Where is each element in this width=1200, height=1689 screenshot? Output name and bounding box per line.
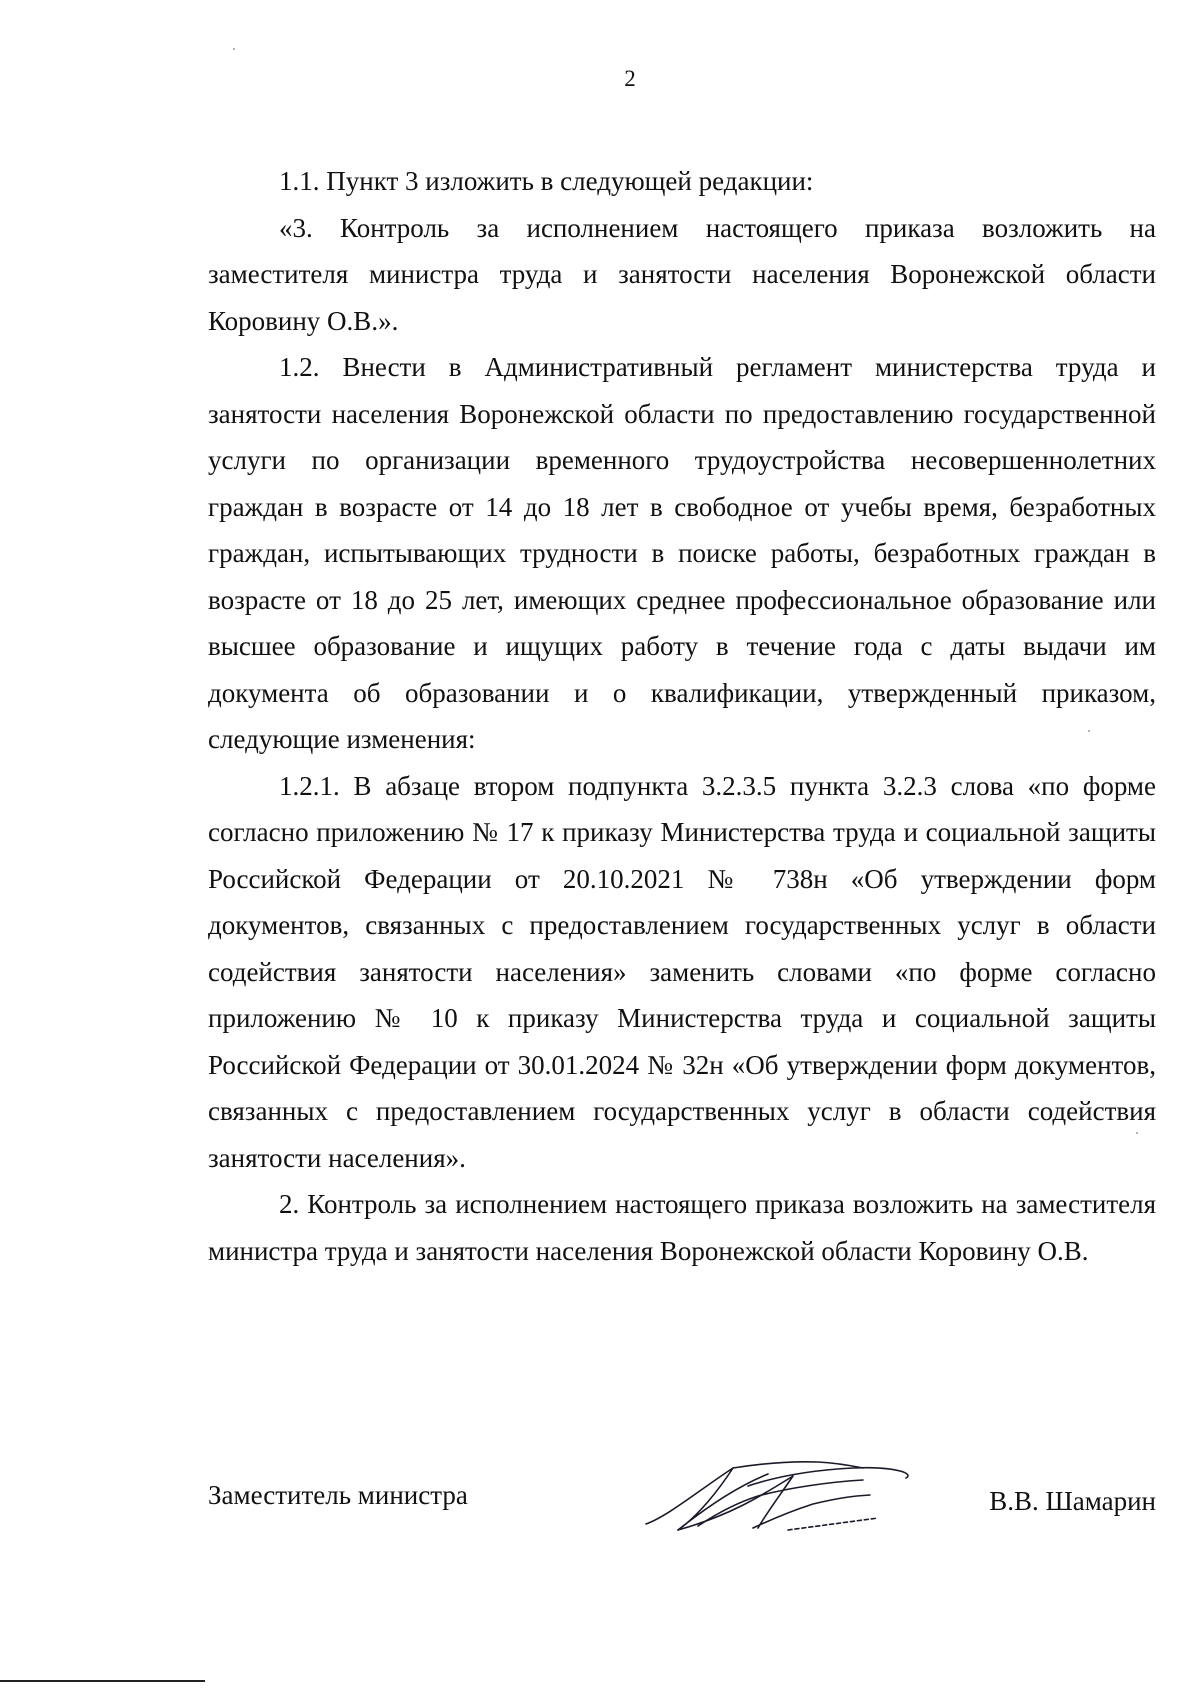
paragraph-quote-3: «3. Контроль за исполнением настоящего приказа возложить на заместителя министра труда и занятости населения Воронежской области Коровину О.В.». <box>208 212 1156 336</box>
signatory-name: В.В. Шамарин <box>989 1486 1156 1516</box>
scan-speck <box>1136 1132 1138 1134</box>
paragraph-2: 2. Контроль за исполнением настоящего приказа возложить на заместителя министра труда и занятости населения Воронежской области Коровину О.В. <box>208 1189 1156 1266</box>
signature-block <box>208 1464 1156 1544</box>
document-body <box>208 158 1156 1274</box>
signatory-position: Заместитель министра <box>208 1480 468 1510</box>
paragraph-1-2-1: 1.2.1. В абзаце втором подпункта 3.2.3.5 пункта 3.2.3 слова «по форме согласно приложению № 17 к приказу Министерства труда и социальной защиты Российской Федерации от 20.10.2021 № 738н «Об утверждении форм документов, связанных с предоставлением государственных услуг в области содействия занятости населения» заменить словами «по форме согласно приложению № 10 к приказу Министерства труда и социальной защиты Российской Федерации от 30.01.2024 № 32н «Об утверждении форм документов, связанных с предоставлением государственных услуг в области содействия занятости населения». <box>208 770 1156 1173</box>
scan-speck <box>1088 730 1090 732</box>
paragraph-1-1: 1.1. Пункт 3 изложить в следующей редакции: <box>279 166 814 196</box>
bottom-edge-line <box>0 1680 205 1682</box>
paragraph-1-2: 1.2. Внести в Административный регламент министерства труда и занятости населения Воронежской области по предоставлению государственной услуги по организации временного трудоустройства несовершеннолетних граждан в возрасте от 14 до 18 лет в свободное от учебы время, безработных граждан, испытывающих трудности в поиске работы, безработных граждан в возрасте от 18 до 25 лет, имеющих среднее профессиональное образование или высшее образование и ищущих работу в течение года с даты выдачи им документа об образовании и о квалификации, утвержденный приказом, следующие изменения: <box>208 352 1156 754</box>
page-number: 2 <box>624 66 636 91</box>
scan-speck <box>233 48 235 50</box>
handwritten-signature <box>638 1446 938 1546</box>
